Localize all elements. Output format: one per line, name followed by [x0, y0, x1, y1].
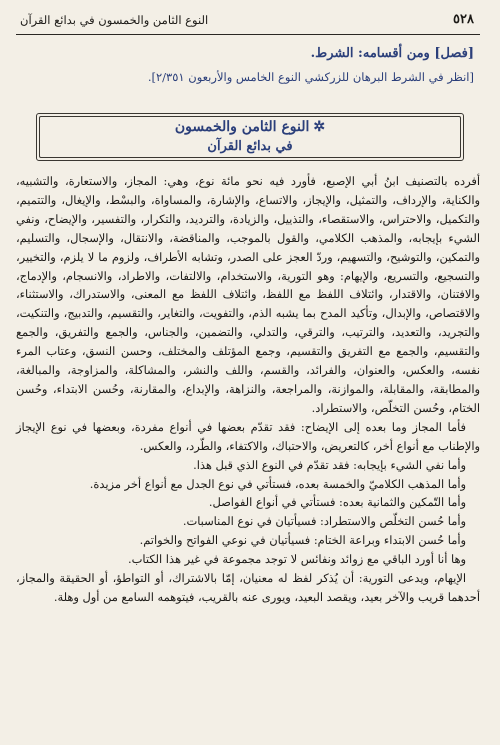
paragraph: الإيهام، ويدعى التورية: أن يُذكر لفظ له معنيان، إمّا بالاشتراك، أو التواطؤ، أو الحقيقة والمجاز، أحدهما قريب والآخر بعيد، ويقصد البعيد، ويورى عنه بالقريب، فيتوهمه السامع من أول وهلة. — [16, 571, 480, 604]
star-ornament-icon: ✲ — [313, 119, 326, 135]
chapter-subheading: في بدائع القرآن — [207, 139, 293, 154]
header-title: النوع الثامن والخمسون في بدائع القرآن — [20, 13, 209, 27]
paragraph: وأما المذهب الكلاميّ والخمسة بعده، فستأتي في نوع الجدل مع أنواع أخر مزيدة. — [89, 476, 466, 491]
body-text — [16, 172, 480, 607]
paragraph: وأما التّمكين والثمانية بعده: فستأتي في أنواع الفواصل. — [208, 495, 466, 510]
chapter-title-box — [36, 113, 464, 161]
paragraph: أفرده بالتصنيف ابنُ أبي الإصبع، فأورد فيه نحو مائة نوع، وهي: المجاز، والاستعارة، والتشبيه، والكناية، والإرداف، والتمثيل، والإيجاز، والاتساع، والإشارة، والمساواة، والبسْط، والإيغال، والتتميم، والتكميل، والاحتراس، والاستقصاء، والتذييل، والزيادة، والترديد، والتكرار، والتفسير، والإيضاح، ونفي الشيء بإيجابه، والمذهب الكلامي، والقول بالموجب، والمناقضة، والانتقال، والإسجال، والتسليم، والتمكين، والتوشيح، والتسهيم، وردّ العجز على الصدر، وتشابه الأطراف، ولزوم ما لا يلزم، والتخيير، والتسجيع، والتسريع، والإيهام: وهو التورية، والاستخدام، والالتفات، والاطراد، والانسجام، والإدماج، والافتنان، والاقتدار، وائتلاف اللفظ مع اللفظ، وائتلاف اللفظ مع المعنى، والاستدراك، والاستثناء، والاقتصاص، والإبدال، وتأكيد المدح بما يشبه الذم، والتفويت، والتغاير، والتقسيم، والتدبيج، والتنكيت، والتجريد، والتعديد، والترتيب، والترقي، والتدلي، والتضمين، والجناس، والجمع والتفريق، والجمع والتقسيم، والجمع مع التفريق والتقسيم، وجمع المؤتلف والمختلف، وحسن النسق، وعتاب المرء نفسه، والعكس، والعنوان، والفرائد، والقسم، واللف والنشر، والمشاكلة، والمزاوجة، والمبالغة، والمطابقة، والمقابلة، والموازنة، والمراجعة، والنزاهة، والإبداع، والمقارنة، وحُسن الابتداء، وحُسن الختام، وحُسن التخلّص، والاستطراد. — [16, 174, 480, 415]
page-number: ٥٢٨ — [453, 12, 474, 27]
paragraph: وأما نفي الشيء بإيجابه: فقد تقدّم في النوع الذي قبل هذا. — [193, 457, 466, 472]
paragraph: فأما المجاز وما بعده إلى الإيضاح: فقد تقدّم بعضها في أنواع مفردة، وبعضها في نوع الإيجاز والإطناب مع أنواع أخر، كالتعريض، والاحتباك، والاكتفاء، والطّرد، والعكس. — [16, 419, 480, 453]
source-reference: [انظر في الشرط البرهان للزركشي النوع الخامس والأربعون ٢/٣٥١]. — [147, 70, 474, 84]
chapter-heading-line — [37, 119, 463, 135]
paragraph: وأما حُسن التخلّص والاستطراد: فسيأتيان في نوع المناسبات. — [182, 514, 466, 529]
section-title: [فصل] ومن أقسامه: الشرط. — [310, 46, 474, 61]
paragraph: وها أنا أورد الباقي مع زوائد ونفائس لا توجد مجموعة في غير هذا الكتاب. — [128, 552, 466, 567]
chapter-heading: النوع الثامن والخمسون — [174, 119, 310, 135]
paragraph: وأما حُسن الابتداء وبراعة الختام: فسيأتيان في نوعي الفواتح والخواتم. — [139, 533, 466, 548]
running-header — [16, 8, 480, 35]
